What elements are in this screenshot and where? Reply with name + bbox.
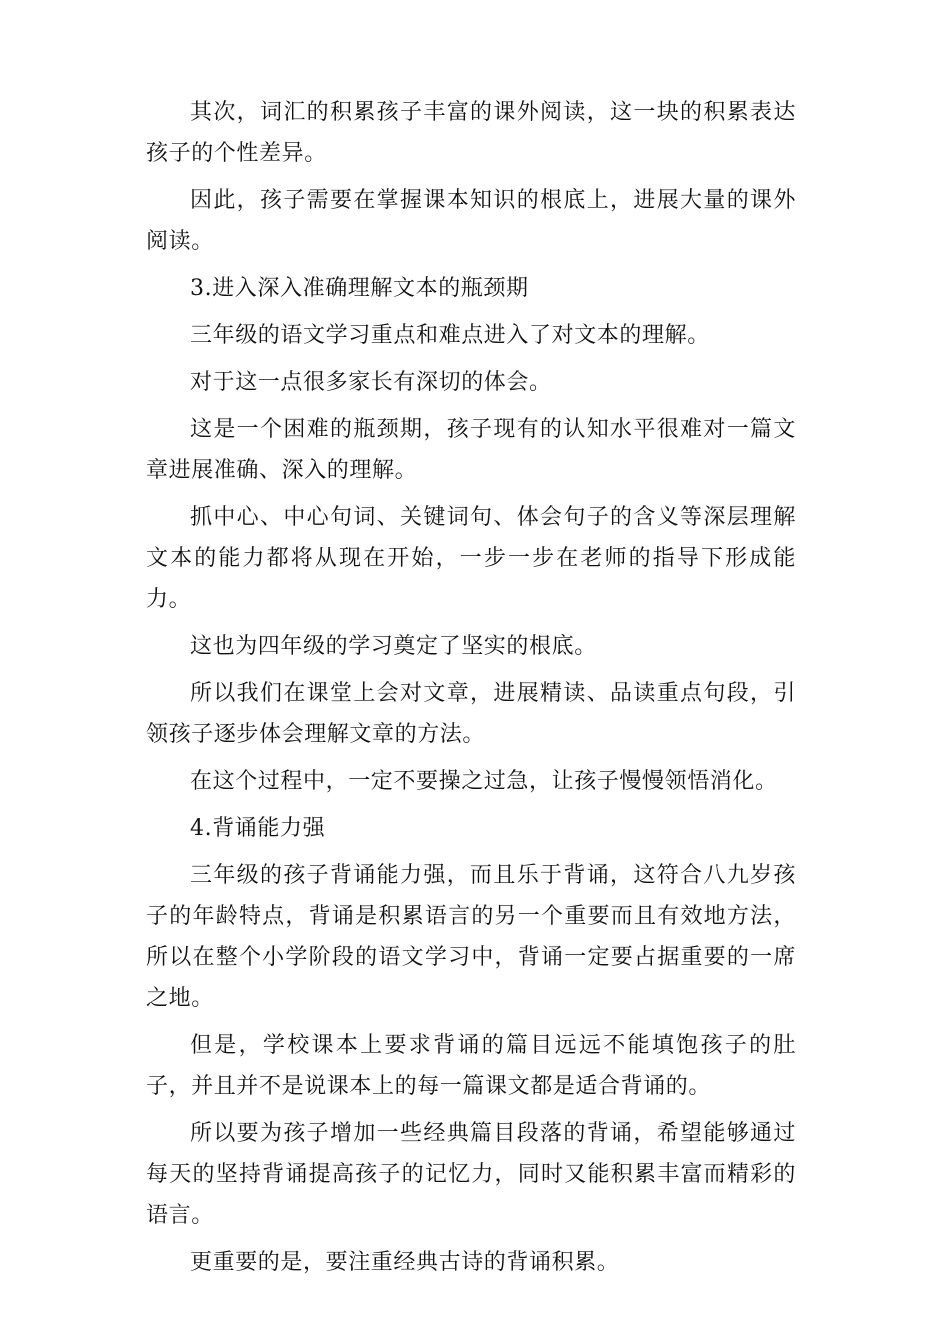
paragraph-15: 更重要的是，要注重经典古诗的背诵积累。 [190,1250,620,1275]
paragraph-4: 三年级的语文学习重点和难点进入了对文本的理解。 [190,323,710,348]
paragraph-1: 其次，词汇的积累孩子丰富的课外阅读，这一块的积累表达孩子的个性差异。 [146,100,796,166]
paragraph-9: 所以我们在课堂上会对文章，进展精读、品读重点句段，引领孩子逐步体会理解文章的方法。 [146,681,796,747]
paragraph-10: 在这个过程中，一定不要操之过急，让孩子慢慢领悟消化。 [190,769,778,794]
paragraph-14: 所以要为孩子增加一些经典篇目段落的背诵，希望能够通过每天的坚持背诵提高孩子的记忆力，同时又能积累丰富而精彩的语言。 [146,1121,796,1228]
paragraph-13: 但是，学校课本上要求背诵的篇目远远不能填饱孩子的肚子，并且并不是说课本上的每一篇课文都是适合背诵的。 [146,1033,796,1099]
paragraph-7: 抓中心、中心句词、关键词句、体会句子的含义等深层理解文本的能力都将从现在开始，一步一步在老师的指导下形成能力。 [146,505,796,612]
paragraph-8: 这也为四年级的学习奠定了坚实的根底。 [190,634,597,659]
paragraph-2: 因此，孩子需要在掌握课本知识的根底上，进展大量的课外阅读。 [146,188,796,254]
paragraph-5: 对于这一点很多家长有深切的体会。 [190,370,552,395]
document-body [146,92,796,1289]
paragraph-6: 这是一个困难的瓶颈期，孩子现有的认知水平很难对一篇文章进展准确、深入的理解。 [146,417,796,483]
section-heading-3: 3.进入深入准确理解文本的瓶颈期 [190,276,529,301]
paragraph-12: 三年级的孩子背诵能力强，而且乐于背诵，这符合八九岁孩子的年龄特点，背诵是积累语言的另一个重要而且有效地方法，所以在整个小学阶段的语文学习中，背诵一定要占据重要的一席之地。 [146,863,796,1011]
section-heading-4: 4.背诵能力强 [190,816,326,841]
